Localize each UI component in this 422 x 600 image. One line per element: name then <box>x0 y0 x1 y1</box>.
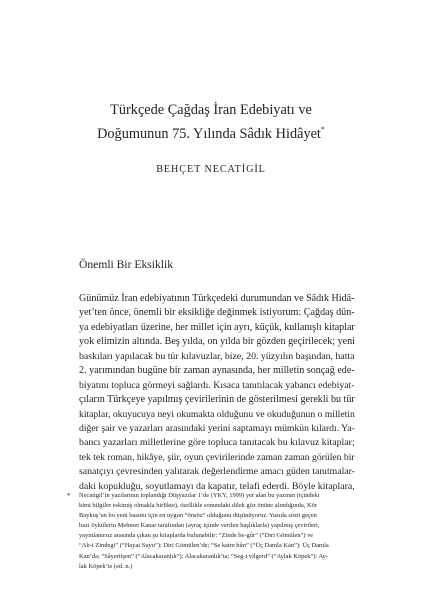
body-line: çıların Türkçeye yapılmış çevirilerinin de gösterilmesi gerekli bu tür <box>79 394 355 406</box>
footnote-line: Kan’da; “Sâyeriişen” (“Alacakaranlık”); Alacakaranlık’ta; “Seg-i vilgerd” (“Aylak Köpek”): Ay- <box>79 552 328 560</box>
body-line: 2. yarımından bugüne bir zaman aynasında, her milletin sonçağ ede- <box>79 365 355 377</box>
body-line: Günümüz İran edebiyatının Türkçedeki durumundan ve Sâdık Hidâ- <box>79 293 355 304</box>
body-line: biyatını topluca görmeyi sağlardı. Kısaca tanıtılacak yabancı edebiyat- <box>79 379 355 391</box>
chapter-title-line-2-text: Doğumunun 75. Yılında Sâdık Hidâyet <box>97 126 321 142</box>
footnote-reference-marker[interactable]: * <box>320 125 325 134</box>
chapter-title <box>60 100 362 144</box>
footnote-marker: * <box>67 492 71 500</box>
body-line: yet’ten önce, önemli bir eksikliğe değinmek istiyorum: Çağdaş dün- <box>79 307 355 319</box>
footnote-line: “Ab-i Zindegi” (“Hayat Suyu”): Diri Gömülen’de; “Se katre hûn” (“Üç Damla Kan”): Üç Damla <box>79 542 329 550</box>
body-line: diğer şair ve yazarları arasındaki yerini saptamayı mümkün kılardı. Ya- <box>79 422 355 434</box>
body-line: yok elimizin altında. Beş yılda, on yılda bir gözden geçirilecek; yeni <box>79 336 355 348</box>
section-heading: Önemli Bir Eksiklik <box>79 258 174 271</box>
body-line: daki kopukluğu, soyutlamayı da kapatır, telafi ederdi. Böyle kitaplara, <box>79 480 355 492</box>
footnote-line: Necatigil’in yazılarının toplandığı Düşyazılar 1’de (YKY, 1999) yer alan bu yazının (içindeki <box>79 492 320 499</box>
footnote-line: bazı öykülerin Mehmet Kanar tarafından (ayraç içinde verilen başlıklarla) yapılmış çevirileri, <box>79 522 320 530</box>
body-line: kitaplar, okuyucuya neyi okumakta olduğunu ve okuduğunun o milletin <box>79 408 355 420</box>
author-name: BEHÇET NECATİGİL <box>156 164 266 175</box>
body-paragraph <box>79 292 355 494</box>
chapter-title-line-1: Türkçede Çağdaş İran Edebiyatı ve <box>110 102 312 118</box>
footnote-line: lak Köpek’te (ed. n.) <box>79 562 133 570</box>
chapter-title-line-2 <box>60 120 362 144</box>
body-line: ya edebiyatları üzerine, her millet için ayrı, küçük, kullanışlı kitaplar <box>79 321 355 333</box>
footnote-line: yayınlanırsız arasında çıkan şu kitaplarda bulunabilir: “Zinde be-gûr” (“Diri Gömülen”) ve <box>79 532 314 540</box>
body-line: bancı yazarları milletlerine göre topluca tanıtacak bu kılavuz kitaplar; <box>79 437 355 449</box>
footnote-line: Baykuş’un bu yeni basımı için en uygun “önsöz” olduğunu düşünüyoruz. Yazıda sözü geçen <box>79 512 317 520</box>
footnote <box>67 491 355 572</box>
body-line: sanatçıyı çevresinden yalıtarak değerlendirme amacı güden tanıtmalar- <box>79 466 355 478</box>
body-line: tek tek roman, hikâye, şiir, oyun çevirilerinde zaman zaman görülen bir <box>79 451 355 463</box>
footnote-line: kimi bilgiler eskimiş olmakla birlikte), özellikle sonundaki dilek göz önüne alındığında, Kör <box>79 502 317 510</box>
body-line: baskıları yapılacak bu tür kılavuzlar, bize, 20. yüzyılın başından, hatta <box>79 350 355 362</box>
